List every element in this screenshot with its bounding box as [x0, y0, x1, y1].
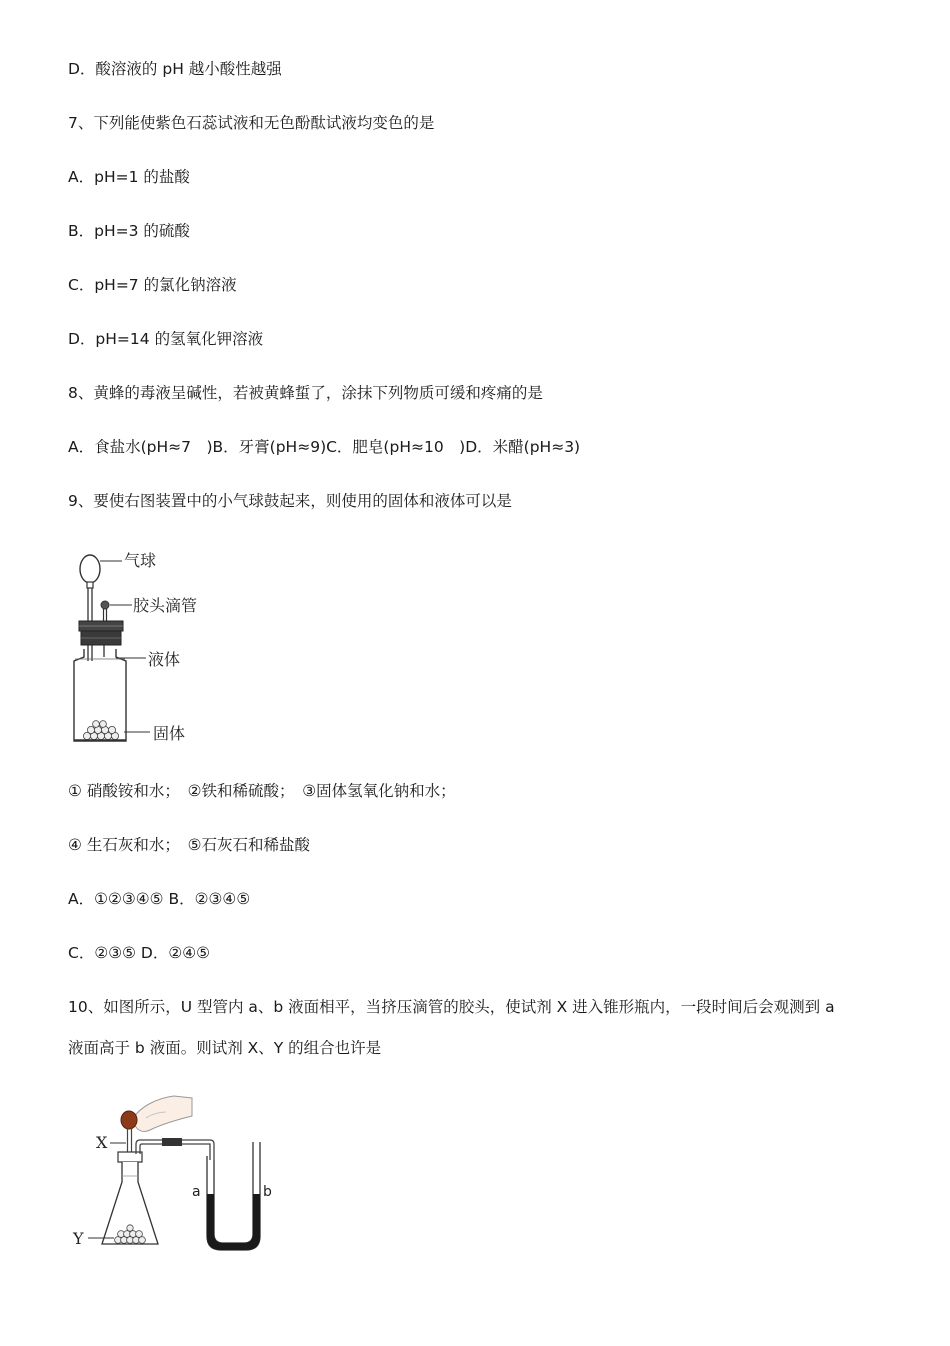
- line-q10-stem-1: 10、如图所示，U 型管内 a、b 液面相平，当挤压滴管的胶头，使试剂 X 进入锥形瓶内，一段时间后会观测到 a: [68, 998, 835, 1016]
- flask-u-tube-figure: [66, 1090, 286, 1258]
- line-q7-option-d: D．pH=14 的氢氧化钾溶液: [68, 330, 264, 348]
- line-q9-options-cd: C．②③⑤ D．②④⑤: [68, 944, 211, 962]
- line-q8-stem: 8、黄蜂的毒液呈碱性，若被黄蜂蜇了，涂抹下列物质可缓和疼痛的是: [68, 384, 543, 402]
- x-label: X: [96, 1133, 108, 1152]
- line-q9-combos-2: ④ 生石灰和水； ⑤石灰石和稀盐酸: [68, 836, 310, 854]
- balloon-label: 气球: [124, 551, 157, 570]
- line-q6-option-d: D．酸溶液的 pH 越小酸性越强: [68, 60, 282, 78]
- line-q10-stem-2: 液面高于 b 液面。则试剂 X、Y 的组合也许是: [68, 1039, 382, 1057]
- line-q9-options-ab: A．①②③④⑤ B．②③④⑤: [68, 890, 251, 908]
- liquid-label: 液体: [148, 650, 181, 669]
- line-q7-option-b: B．pH=3 的硫酸: [68, 222, 190, 240]
- line-q9-combos-1: ① 硝酸铵和水； ②铁和稀硫酸； ③固体氢氧化钠和水；: [68, 782, 456, 800]
- line-q7-option-a: A．pH=1 的盐酸: [68, 168, 190, 186]
- dropper-label: 胶头滴管: [133, 596, 198, 615]
- line-q8-options: A．食盐水(pH≈7 )B．牙膏(pH≈9)C．肥皂(pH≈10 )D．米醋(pH≈3): [68, 438, 581, 456]
- y-label: Y: [73, 1229, 84, 1248]
- line-q7-option-c: C．pH=7 的氯化钠溶液: [68, 276, 237, 294]
- a-label: a: [192, 1184, 201, 1200]
- line-q9-stem: 9、要使右图装置中的小气球鼓起来，则使用的固体和液体可以是: [68, 492, 512, 510]
- solid-label: 固体: [153, 724, 186, 743]
- line-q7-stem: 7、下列能使紫色石蕊试液和无色酚酞试液均变色的是: [68, 114, 435, 132]
- balloon-apparatus-figure: [66, 543, 206, 749]
- b-label: b: [263, 1184, 272, 1200]
